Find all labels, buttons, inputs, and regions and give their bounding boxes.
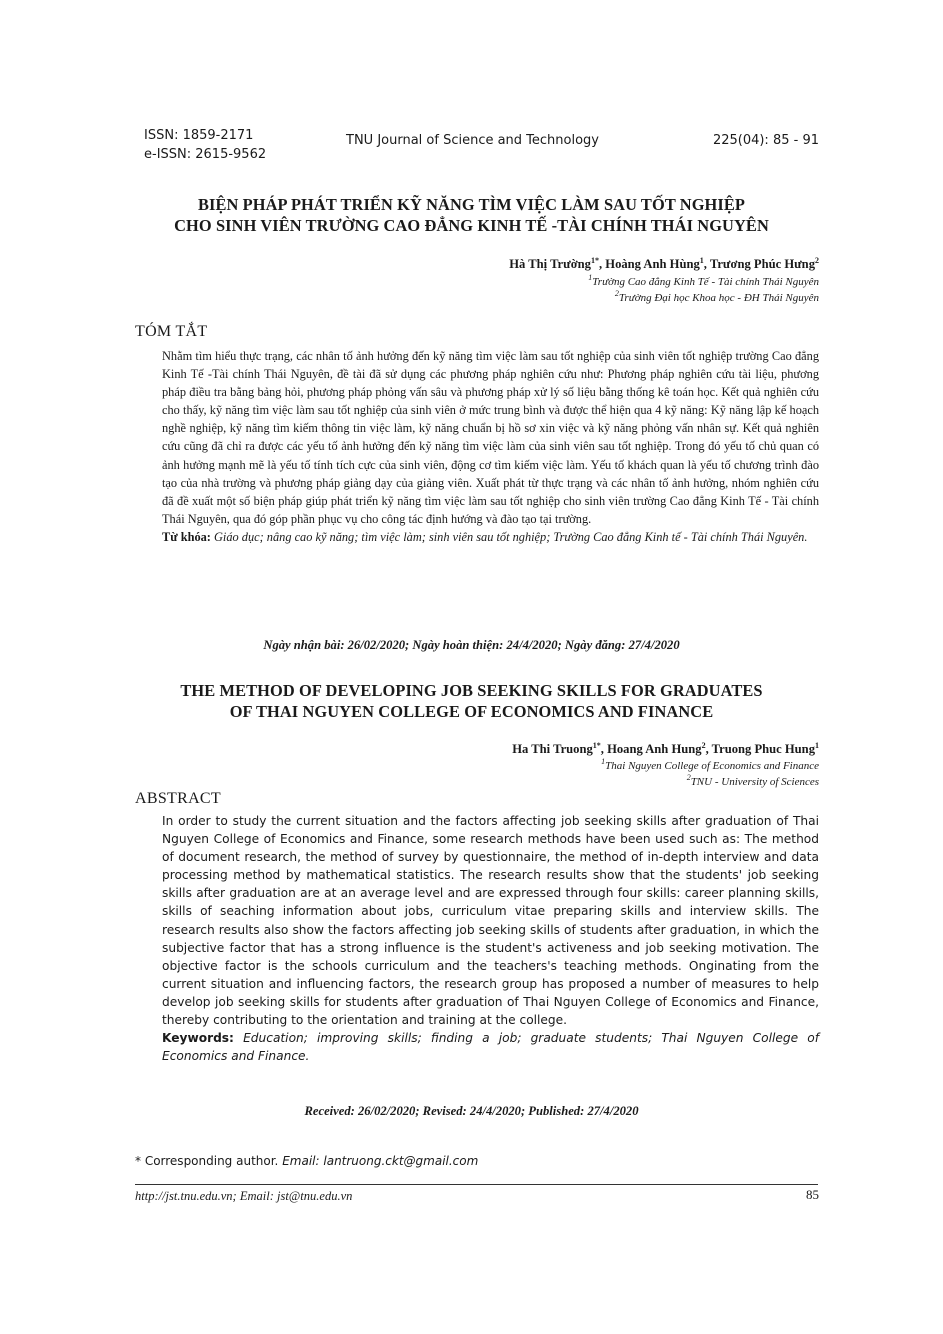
en-title-line2: OF THAI NGUYEN COLLEGE OF ECONOMICS AND FINANCE bbox=[229, 702, 714, 721]
en-aff2-text: TNU - University of Sciences bbox=[690, 776, 819, 788]
vi-author-3-sup: 2 bbox=[815, 256, 819, 265]
en-abstract-text: In order to study the current situation and the factors affecting job seeking skills after graduation of Thai Nguyen College of Economics and Finance, some research methods have been used such as: The method of document research, the method of survey by questionnaire, the method of in-depth interview and data processing method by mathematical statistics. The research results show that the students' job seeking skills after graduation are at an average level and are expressed through four skills: career planning skills, skills of seaching information about jobs, curriculum vitae preparing skills and interview skills. The research results also show the factors affecting job seeking skills of students after graduation, in which the subjective factor that has a strong influence is the student's activeness and job seeking motivation. The objective factor is the schools curriculum and the teachers's teaching methods. Onginating from the current situation and influencing factors, the research group has proposed a number of measures to help develop job seeking skills for students after graduation of Thai Nguyen College of Economics and Finance, thereby contributing to the orientation and training at the college. bbox=[162, 814, 819, 1028]
en-aff2-sup: 2 bbox=[686, 773, 691, 782]
vi-aff1-text: Trường Cao đẳng Kinh Tế - Tài chính Thái Nguyên bbox=[592, 276, 819, 288]
vi-keywords bbox=[162, 528, 819, 546]
footnote-label: * Corresponding author. bbox=[135, 1154, 279, 1168]
footer-links[interactable]: http://jst.tnu.edu.vn; Email: jst@tnu.edu.vn bbox=[135, 1189, 353, 1203]
en-author-2: Hoang Anh Hung bbox=[607, 742, 702, 756]
vi-affiliation-1 bbox=[588, 273, 819, 288]
en-author-1: Ha Thi Truong bbox=[512, 742, 593, 756]
en-section-heading: ABSTRACT bbox=[135, 790, 221, 807]
vi-author-sep: , bbox=[703, 257, 710, 271]
vi-author-2: Hoàng Anh Hùng bbox=[605, 257, 700, 271]
vi-abstract bbox=[162, 347, 819, 546]
en-author-3-sup: 1 bbox=[815, 741, 819, 750]
en-author-3: Truong Phuc Hung bbox=[711, 742, 815, 756]
vi-dates: Ngày nhận bài: 26/02/2020; Ngày hoàn thiện: 24/4/2020; Ngày đăng: 27/4/2020 bbox=[263, 638, 680, 652]
journal-name: TNU Journal of Science and Technology bbox=[346, 133, 600, 148]
en-affiliation-1 bbox=[601, 757, 819, 772]
vi-author-2-sup: 1 bbox=[699, 256, 704, 265]
page-number: 85 bbox=[806, 1187, 819, 1202]
en-title-line1: THE METHOD OF DEVELOPING JOB SEEKING SKILLS FOR GRADUATES bbox=[180, 681, 763, 700]
footer-divider bbox=[135, 1184, 818, 1185]
vi-title-line2: CHO SINH VIÊN TRƯỜNG CAO ĐẲNG KINH TẾ -TÀI CHÍNH THÁI NGUYÊN bbox=[174, 216, 769, 235]
vi-aff1-sup: 1 bbox=[588, 273, 593, 282]
volume-pages: 225(04): 85 - 91 bbox=[712, 133, 819, 148]
en-keywords-label: Keywords: bbox=[162, 1031, 234, 1046]
en-author-1-sup: 1* bbox=[592, 741, 601, 750]
en-authors bbox=[512, 742, 819, 757]
vi-aff2-text: Trường Đại học Khoa học - ĐH Thái Nguyên bbox=[618, 292, 819, 304]
vi-keywords-text: Giáo dục; nâng cao kỹ năng; tìm việc làm; sinh viên sau tốt nghiệp; Trường Cao đẳng Kinh tế - Tài chính Thái Nguyên. bbox=[214, 529, 808, 544]
footnote-email[interactable]: lantruong.ckt@gmail.com bbox=[323, 1154, 479, 1168]
footnote-email-label: Email: bbox=[282, 1154, 320, 1168]
vi-author-1-sup: 1* bbox=[590, 256, 599, 265]
en-keywords bbox=[162, 1029, 819, 1065]
en-author-sep: , bbox=[600, 742, 608, 756]
vi-author-3: Trương Phúc Hưng bbox=[709, 257, 815, 271]
en-abstract bbox=[162, 812, 819, 1065]
en-dates: Received: 26/02/2020; Revised: 24/4/2020; Published: 27/4/2020 bbox=[304, 1104, 639, 1118]
vi-keywords-label: Từ khóa: bbox=[162, 529, 211, 544]
vi-title-line1: BIỆN PHÁP PHÁT TRIỂN KỸ NĂNG TÌM VIỆC LÀM SAU TỐT NGHIỆP bbox=[197, 195, 746, 214]
vi-authors bbox=[509, 257, 819, 272]
en-author-sep: , bbox=[705, 742, 712, 756]
en-affiliation-2 bbox=[686, 773, 819, 788]
en-title bbox=[60, 680, 883, 722]
vi-author-sep: , bbox=[598, 257, 606, 271]
en-author-2-sup: 2 bbox=[701, 741, 706, 750]
vi-author-1: Hà Thị Trường bbox=[509, 257, 591, 271]
vi-section-heading: TÓM TẮT bbox=[135, 323, 208, 340]
vi-affiliation-2 bbox=[614, 289, 819, 304]
eissn: e-ISSN: 2615-9562 bbox=[144, 147, 267, 162]
en-aff1-text: Thai Nguyen College of Economics and Finance bbox=[605, 760, 819, 772]
vi-aff2-sup: 2 bbox=[614, 289, 619, 298]
issn: ISSN: 1859-2171 bbox=[144, 128, 254, 143]
vi-abstract-text: Nhằm tìm hiểu thực trạng, các nhân tố ảnh hưởng đến kỹ năng tìm việc làm sau tốt nghiệp của sinh viên tốt nghiệp trường Cao đẳng Kinh Tế -Tài chính Thái Nguyên, đề tài đã sử dụng các phương pháp nghiên cứu như: Phương pháp nghiên cứu tài liệu, phương pháp điều tra bằng bảng hỏi, phương pháp phỏng vấn sâu và phương pháp xử lý số liệu bằng thống kê toán học. Kết quả nghiên cứu cho thấy, kỹ năng tìm việc làm sau tốt nghiệp của sinh viên ở mức trung bình và được thể hiện qua 4 kỹ năng: Kỹ năng lập kế hoạch nghề nghiệp, kỹ năng tìm kiếm thông tin việc làm, kỹ năng chuẩn bị hồ sơ xin việc và kỹ năng phỏng vấn nhân sự. Kết quả nghiên cứu cũng đã chỉ ra được các yếu tố ảnh hưởng đến kỹ năng tìm việc làm của sinh viên sau tốt nghiệp. Trong đó yếu tố chủ quan có ảnh hưởng mạnh mẽ là yếu tố tính tích cực của sinh viên, động cơ tìm kiếm việc làm. Yếu tố khách quan là yếu tố chương trình đào tạo của nhà trường và phương pháp giảng dạy của giảng viên. Xuất phát từ thực trạng và các nhân tố ảnh hưởng, nhóm nghiên cứu đã đề xuất một số biện pháp giúp phát triển kỹ năng tìm việc làm sau tốt nghiệp cho sinh viên trường Cao đẳng Kinh Tế - Tài chính Thái Nguyên, qua đó góp phần phục vụ cho công tác định hướng và đào tạo tại trường. bbox=[162, 349, 819, 526]
en-keywords-text: Education; improving skills; finding a job; graduate students; Thai Nguyen College of Economics and Finance. bbox=[162, 1031, 819, 1064]
corresponding-author bbox=[135, 1154, 478, 1168]
vi-title bbox=[60, 194, 883, 236]
en-aff1-sup: 1 bbox=[601, 757, 606, 766]
